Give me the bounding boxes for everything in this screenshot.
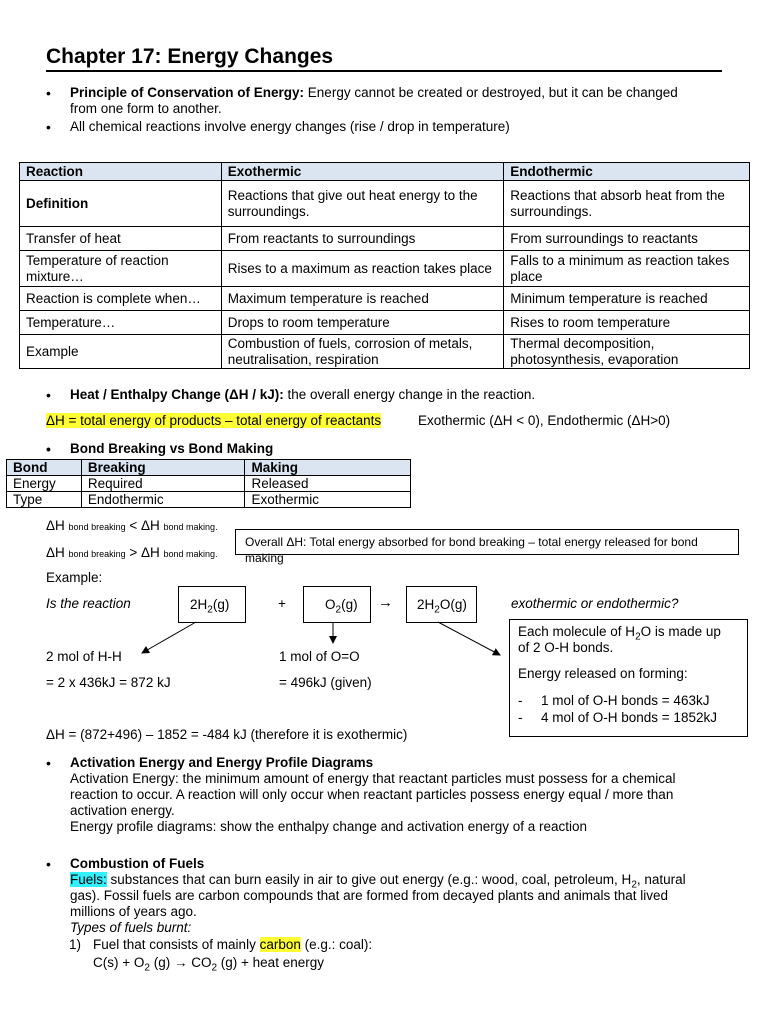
activation-line-2: reaction to occur. A reaction will only occur when reactant particles possess energy equal / more than (70, 787, 674, 802)
table-cell: Drops to room temperature (221, 311, 504, 335)
enthalpy-formula-highlight: ΔH = total energy of products – total energy of reactants (46, 413, 382, 428)
table-cell: Definition (20, 181, 222, 227)
combustion-heading: Combustion of Fuels (70, 856, 205, 871)
table-cell: Temperature… (20, 311, 222, 335)
less-than: < (125, 518, 141, 533)
table-cell: From reactants to surroundings (221, 227, 504, 251)
enthalpy-label: Heat / Enthalpy Change (ΔH / kJ): (70, 387, 284, 402)
table-header-cell: Reaction (20, 163, 222, 181)
table-cell: Endothermic (81, 492, 245, 508)
subscript-2: 2 (335, 604, 342, 616)
subscript-making: bond making. (163, 522, 218, 532)
plus-sign: + (278, 596, 286, 611)
greater-than: > (125, 545, 141, 560)
subscript-breaking: bond breaking (68, 522, 126, 532)
overall-dh-text: Overall ΔH: Total energy absorbed for bond breaking – total energy released for bond making (245, 535, 698, 565)
table-cell: From surroundings to reactants (504, 227, 750, 251)
h2o-text: 2H (417, 597, 435, 612)
subscript-2: 2 (631, 879, 637, 891)
table-cell: Thermal decomposition, photosynthesis, evaporation (504, 335, 750, 369)
subscript-making: bond making. (163, 549, 218, 559)
hh-calc: = 2 x 436kJ = 872 kJ (46, 675, 171, 690)
delta-h: ΔH (140, 545, 160, 560)
equation-part: (g) → CO (149, 955, 212, 970)
example-result: ΔH = (872+496) – 1852 = -484 kJ (therefore it is exothermic) (46, 727, 408, 742)
table-cell: Temperature of reaction mixture… (20, 251, 222, 287)
table-cell: Combustion of fuels, corrosion of metals, neutralisation, respiration (221, 335, 504, 369)
subscript-2: 2 (207, 604, 213, 616)
info-detail-2: 4 mol of O-H bonds = 1852kJ (541, 710, 717, 725)
page-title: Chapter 17: Energy Changes (46, 45, 334, 68)
equation-part: (g) + heat energy (217, 955, 324, 970)
activation-heading: Activation Energy and Energy Profile Diagrams (70, 755, 374, 770)
fuel-item-number: 1) (69, 937, 82, 952)
table-cell: Falls to a minimum as reaction takes place (504, 251, 750, 287)
table-cell: Reactions that absorb heat from the surroundings. (504, 181, 750, 227)
info-dash-1: - (518, 693, 523, 708)
o2-text: O (325, 597, 336, 612)
h2-state: (g) (212, 597, 230, 612)
example-label: Example: (46, 570, 103, 585)
combustion-line-1: substances that can burn easily in air to give out energy (e.g.: wood, coal, petroleum, H (106, 872, 632, 887)
arrow-to-info (438, 622, 500, 655)
table-cell: Maximum temperature is reached (221, 287, 504, 311)
table-cell: Energy (7, 476, 82, 492)
equation-part: C(s) + O (93, 955, 145, 970)
info-detail-1: 1 mol of O-H bonds = 463kJ (541, 693, 710, 708)
energy-changes-text: All chemical reactions involve energy changes (rise / drop in temperature) (70, 119, 510, 134)
activation-line-3: activation energy. (70, 803, 175, 818)
table-cell: Exothermic (245, 492, 411, 508)
combustion-line-2: gas). Fossil fuels are carbon compounds that are formed from decayed plants and animals that lived (70, 888, 669, 903)
table-cell: Example (20, 335, 222, 369)
fuel-item-1 (93, 937, 372, 953)
table-cell: Transfer of heat (20, 227, 222, 251)
types-of-fuels: Types of fuels burnt: (70, 920, 192, 935)
info-line-1 (518, 624, 721, 643)
table-cell: Minimum temperature is reached (504, 287, 750, 311)
activation-line-4: Energy profile diagrams: show the enthalpy change and activation energy of a reaction (70, 819, 588, 834)
o2-state: (g) (341, 597, 358, 612)
delta-h: ΔH (46, 545, 65, 560)
info-line-3: Energy released on forming: (518, 666, 688, 681)
fuels-label: Fuels: (70, 872, 107, 887)
bond-heading: Bond Breaking vs Bond Making (70, 441, 274, 456)
table-cell: Rises to a maximum as reaction takes place (221, 251, 504, 287)
delta-h: ΔH (140, 518, 160, 533)
table-header-cell: Breaking (81, 460, 245, 476)
combustion-line-1-end: , natural (636, 872, 686, 887)
oo-calc: = 496kJ (given) (279, 675, 372, 690)
example-suffix: exothermic or endothermic? (511, 596, 679, 611)
oh-info-box (509, 619, 748, 737)
oo-mol: 1 mol of O=O (279, 649, 360, 664)
table-cell: Rises to room temperature (504, 311, 750, 335)
conservation-label: Principle of Conservation of Energy: (70, 85, 305, 100)
carbon-equation (93, 955, 324, 974)
table-header-cell: Exothermic (221, 163, 504, 181)
conservation-text-1: Energy cannot be created or destroyed, but it can be changed (304, 85, 678, 100)
info-text: Each molecule of H (518, 624, 636, 639)
reaction-arrow: → (378, 594, 393, 611)
subscript-2: 2 (144, 962, 150, 974)
subscript-2: 2 (434, 604, 440, 616)
table-header-cell: Bond (7, 460, 82, 476)
hh-mol: 2 mol of H-H (46, 649, 122, 664)
enthalpy-signs: Exothermic (ΔH < 0), Endothermic (ΔH>0) (418, 413, 671, 428)
table-header-cell: Making (245, 460, 411, 476)
conservation-text-2: from one form to another. (70, 101, 222, 116)
bullet-activation (70, 755, 740, 835)
subscript-2: 2 (635, 631, 641, 643)
h2-text: 2H (190, 597, 208, 612)
fuel-item-text: Fuel that consists of mainly (93, 937, 260, 952)
fuel-item-text: (e.g.: coal): (300, 937, 373, 952)
subscript-2: 2 (211, 962, 218, 974)
subscript-breaking: bond breaking (68, 549, 126, 559)
h2o-state: O(g) (439, 597, 467, 612)
table-cell: Type (7, 492, 82, 508)
info-line-2: of 2 O-H bonds. (518, 640, 614, 655)
table-cell: Released (245, 476, 411, 492)
combustion-line-3: millions of years ago. (70, 904, 197, 919)
carbon-highlight: carbon (259, 937, 301, 952)
table-cell: Reactions that give out heat energy to the surroundings. (221, 181, 504, 227)
enthalpy-text: the overall energy change in the reaction. (283, 387, 536, 402)
table-cell: Required (81, 476, 245, 492)
table-header-cell: Endothermic (504, 163, 750, 181)
delta-h: ΔH (46, 518, 65, 533)
arrow-to-hh (142, 622, 196, 653)
example-question: Is the reaction (46, 596, 131, 611)
info-dash-2: - (518, 710, 523, 725)
bullet-combustion (70, 856, 740, 936)
info-text: O is made up (640, 624, 721, 639)
table-cell: Reaction is complete when… (20, 287, 222, 311)
activation-line-1: Activation Energy: the minimum amount of energy that reactant particles must possess for a chemical (70, 771, 676, 786)
